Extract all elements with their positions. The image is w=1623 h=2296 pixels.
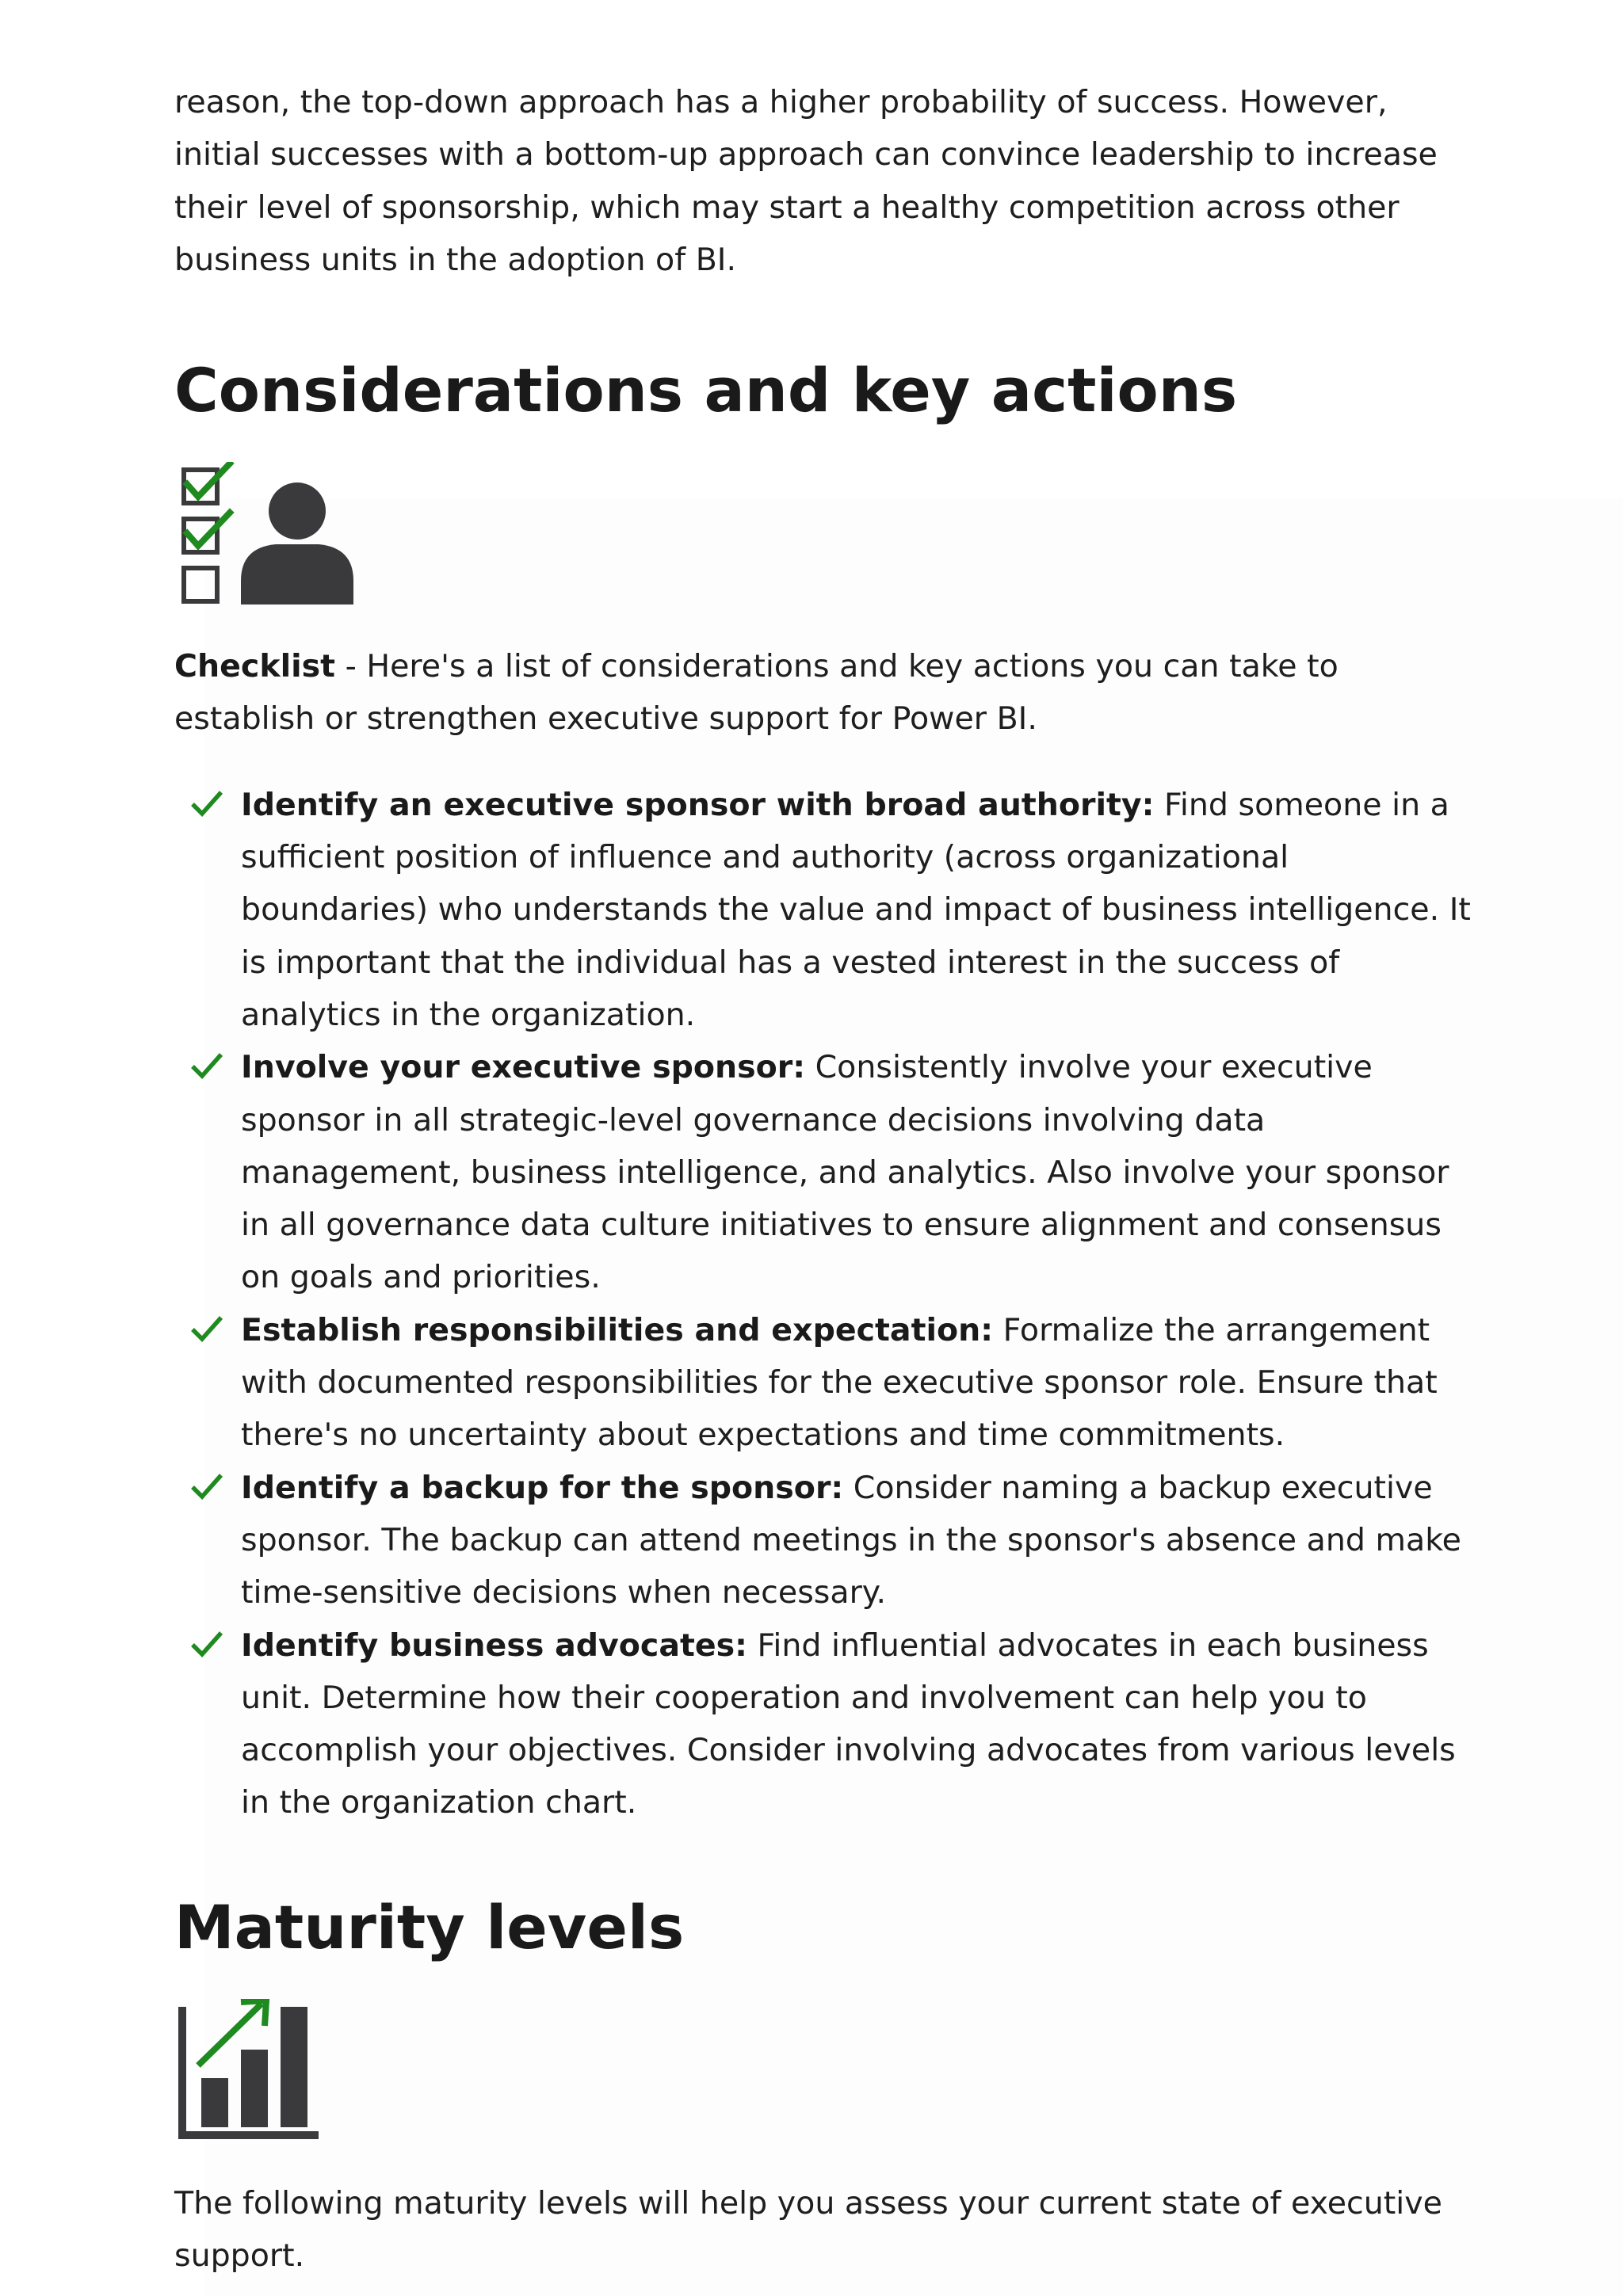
checklist bbox=[174, 779, 1474, 1829]
checkmark-icon bbox=[190, 789, 223, 818]
checklist-item bbox=[241, 1462, 1474, 1619]
checklist-item-title: Identify business advocates: bbox=[241, 1627, 747, 1664]
checklist-item-text: Consider naming a backup executive sponsor. The backup can attend meetings in the sponsor's absence and make time-sensitive decisions when necessary. bbox=[241, 1469, 1461, 1611]
maturity-heading: Maturity levels bbox=[174, 1891, 685, 1962]
checklist-intro-text: - Here's a list of considerations and key actions you can take to establish or strengthen executive support for Power BI. bbox=[174, 648, 1338, 738]
checklist-item-title: Identify an executive sponsor with broad authority: bbox=[241, 786, 1155, 823]
growth-chart-icon bbox=[174, 1999, 1474, 2145]
considerations-heading: Considerations and key actions bbox=[174, 355, 1238, 426]
checklist-person-icon bbox=[174, 462, 1474, 608]
checklist-item bbox=[241, 1304, 1474, 1462]
checklist-item-text: Formalize the arrangement with documented responsibilities for the executive sponsor role. Ensure that there's no uncertainty about expectations and time commitments. bbox=[241, 1311, 1438, 1454]
checkmark-icon bbox=[190, 1051, 223, 1080]
checklist-item-text: Consistently involve your executive sponsor in all strategic-level governance decisions involving data management, business intelligence, and analytics. Also involve your sponsor in all governance data culture initiatives to ensure alignment and consensus on goals and priorities. bbox=[241, 1049, 1449, 1296]
checkmark-icon bbox=[190, 1472, 223, 1501]
checklist-item-title: Identify a backup for the sponsor: bbox=[241, 1469, 844, 1506]
checklist-item bbox=[241, 1619, 1474, 1829]
checklist-item-title: Establish responsibilities and expectation: bbox=[241, 1311, 994, 1348]
checklist-item bbox=[241, 779, 1474, 1041]
article-content bbox=[174, 76, 1474, 2282]
checklist-item-text: Find influential advocates in each business unit. Determine how their cooperation and involvement can help you to accomplish your objectives. Consider involving advocates from various levels in the organization chart. bbox=[241, 1627, 1456, 1821]
checklist-item-text: Find someone in a sufficient position of influence and authority (across organizational boundaries) who understands the value and impact of business intelligence. It is important that the individual has a vested interest in the success of analytics in the organization. bbox=[241, 786, 1471, 1033]
intro-paragraph: reason, the top-down approach has a higher probability of success. However, initial successes with a bottom-up approach can convince leadership to increase their level of sponsorship, which may start a healthy competition across other business units in the adoption of BI. bbox=[174, 84, 1438, 278]
checklist-item-title: Involve your executive sponsor: bbox=[241, 1049, 806, 1086]
maturity-intro: The following maturity levels will help you assess your current state of executive support. bbox=[174, 2184, 1442, 2275]
checkmark-icon bbox=[190, 1630, 223, 1658]
checkmark-icon bbox=[190, 1314, 223, 1343]
checklist-intro bbox=[174, 640, 1474, 746]
checklist-label: Checklist bbox=[174, 648, 336, 685]
checklist-item bbox=[241, 1041, 1474, 1303]
